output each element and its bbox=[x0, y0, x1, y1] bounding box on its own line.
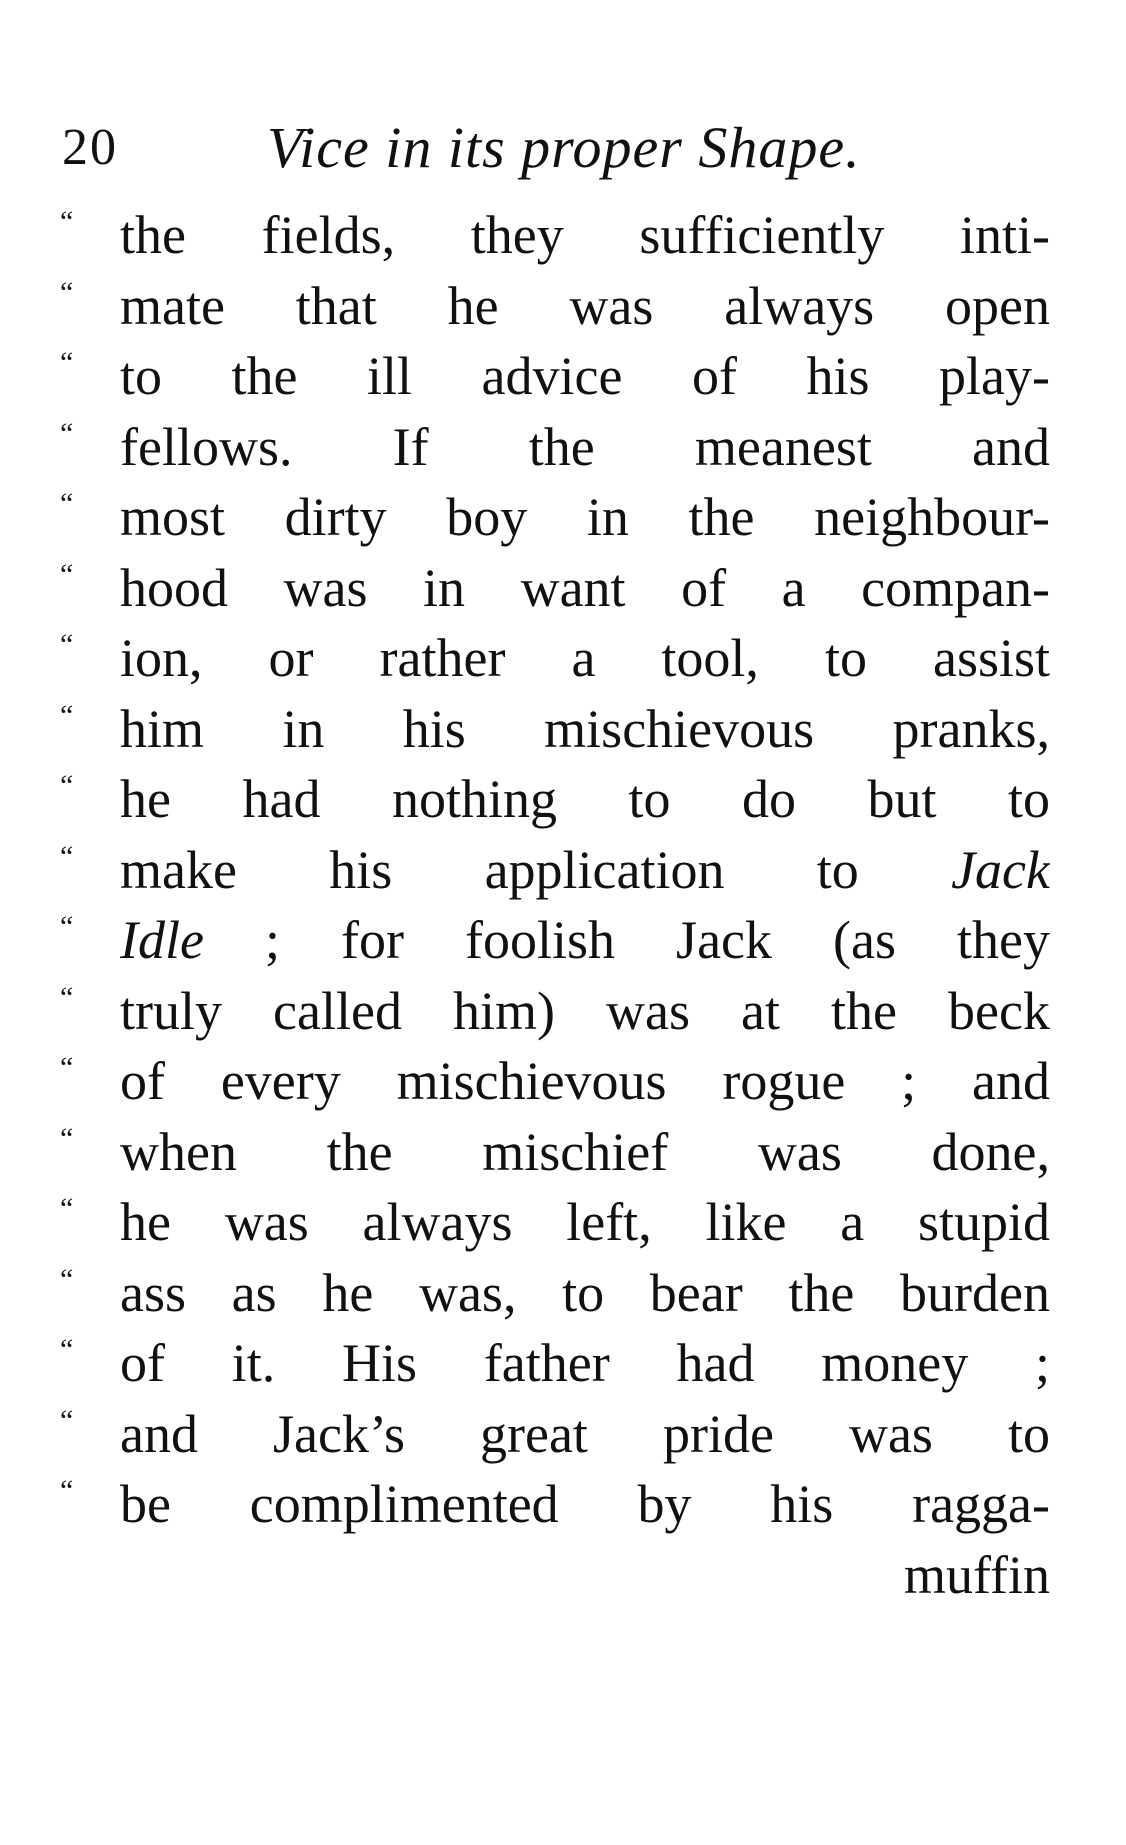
text-line bbox=[60, 1117, 1050, 1188]
line-text: of it. His father had money ; bbox=[120, 1333, 1050, 1393]
quote-mark: “ bbox=[60, 1051, 74, 1084]
text-line bbox=[60, 200, 1050, 271]
line-text bbox=[120, 835, 1050, 905]
text-line bbox=[60, 553, 1050, 624]
text-line bbox=[60, 482, 1050, 553]
text-line bbox=[60, 412, 1050, 483]
page-header bbox=[62, 115, 1042, 188]
text-line bbox=[60, 976, 1050, 1047]
line-text-roman: ; for foolish Jack (as they bbox=[203, 910, 1050, 970]
line-text: he had nothing to do but to bbox=[120, 769, 1050, 829]
running-title: Vice in its proper Shape. bbox=[267, 115, 861, 180]
quote-mark: “ bbox=[60, 487, 74, 520]
line-text bbox=[120, 905, 1050, 975]
line-text: he was always left, like a stupid bbox=[120, 1192, 1050, 1252]
text-line bbox=[60, 623, 1050, 694]
text-line bbox=[60, 835, 1050, 906]
quote-mark: “ bbox=[60, 980, 74, 1014]
quote-mark: “ bbox=[60, 839, 74, 873]
quote-mark: “ bbox=[60, 346, 74, 379]
quote-mark: “ bbox=[60, 416, 74, 450]
quote-mark: “ bbox=[60, 1333, 74, 1366]
text-line bbox=[60, 694, 1050, 765]
quote-mark: “ bbox=[60, 1121, 74, 1155]
line-text: ion, or rather a tool, to assist bbox=[120, 628, 1050, 688]
quote-mark: “ bbox=[60, 205, 74, 238]
text-line bbox=[60, 1046, 1050, 1117]
text-line bbox=[60, 1187, 1050, 1258]
line-text: him in his mischievous pranks, bbox=[120, 698, 1050, 759]
line-text: when the mischief was done, bbox=[120, 1121, 1050, 1182]
line-text: of every mischievous rogue ; and bbox=[120, 1051, 1050, 1111]
text-line bbox=[60, 271, 1050, 342]
text-line bbox=[60, 1469, 1050, 1540]
text-line bbox=[60, 1258, 1050, 1329]
line-text: be complimented by his ragga- bbox=[120, 1474, 1050, 1534]
text-line bbox=[60, 341, 1050, 412]
line-text: truly called him) was at the beck bbox=[120, 980, 1050, 1041]
text-line bbox=[60, 1328, 1050, 1399]
text-line bbox=[60, 1399, 1050, 1470]
quote-mark: “ bbox=[60, 698, 74, 732]
line-text: the fields, they sufficiently inti- bbox=[120, 205, 1050, 265]
page-number: 20 bbox=[62, 119, 118, 176]
line-text: fellows. If the meanest and bbox=[120, 416, 1050, 477]
quote-mark: “ bbox=[60, 910, 74, 943]
quote-mark: “ bbox=[60, 769, 74, 802]
text-line bbox=[60, 905, 1050, 976]
quote-mark: “ bbox=[60, 275, 74, 309]
quote-mark: “ bbox=[60, 1192, 74, 1225]
quote-mark: “ bbox=[60, 628, 74, 661]
line-text-italic: Idle bbox=[120, 910, 204, 970]
line-text: hood was in want of a compan- bbox=[120, 557, 1050, 618]
catchword: muffin bbox=[904, 1544, 1050, 1605]
line-text-roman: make his application to bbox=[120, 839, 952, 900]
line-text: ass as he was, to bear the burden bbox=[120, 1262, 1050, 1323]
quote-mark: “ bbox=[60, 1474, 74, 1507]
line-text: most dirty boy in the neighbour- bbox=[120, 487, 1050, 547]
quote-mark: “ bbox=[60, 557, 74, 591]
quote-mark: “ bbox=[60, 1262, 74, 1296]
text-line bbox=[60, 764, 1050, 835]
line-text: and Jack’s great pride was to bbox=[120, 1403, 1050, 1464]
line-text-italic: Jack bbox=[951, 839, 1050, 900]
body-text bbox=[60, 200, 1050, 1610]
line-text: to the ill advice of his play- bbox=[120, 346, 1050, 406]
line-text: mate that he was always open bbox=[120, 275, 1050, 336]
catchword-line bbox=[60, 1540, 1050, 1610]
quote-mark: “ bbox=[60, 1403, 74, 1437]
